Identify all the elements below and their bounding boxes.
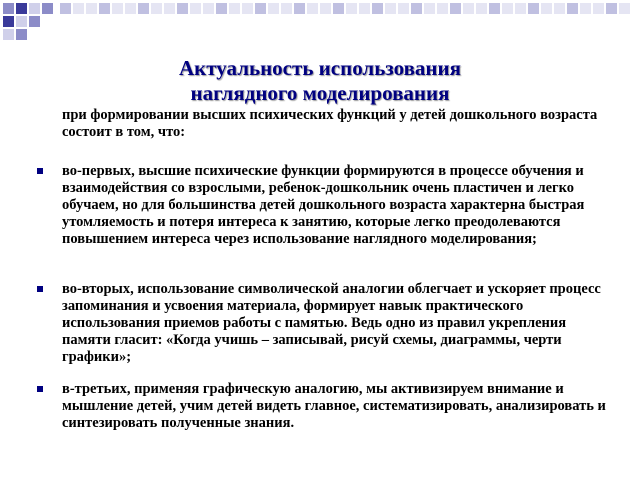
decorative-square [16, 29, 27, 40]
slide-title [0, 56, 640, 106]
square-bullet-icon [37, 168, 43, 174]
decorative-square-pattern [0, 0, 640, 40]
decorative-square [528, 3, 539, 14]
decorative-square [372, 3, 383, 14]
title-line-2: наглядного моделирования [190, 81, 450, 105]
decorative-square [164, 3, 175, 14]
decorative-square [16, 16, 27, 27]
decorative-square [3, 16, 14, 27]
decorative-square [606, 3, 617, 14]
decorative-square [86, 3, 97, 14]
decorative-square [203, 3, 214, 14]
decorative-square [385, 3, 396, 14]
decorative-square [333, 3, 344, 14]
decorative-square [502, 3, 513, 14]
decorative-square [229, 3, 240, 14]
decorative-square [281, 3, 292, 14]
decorative-square [29, 3, 40, 14]
square-bullet-icon [37, 386, 43, 392]
decorative-square [42, 3, 53, 14]
bullet-text: во-первых, высшие психические функции формируются в процессе обучения и взаимодействия со взрослыми, ребенок-дошкольник очень пластичен и легко обучаем, но для большинства детей дошкольного возраста характерна быстрая утомляемость и потеря интереса к занятию, которые легко преодолеваются повышением интереса через использование наглядного моделирования; [62, 163, 585, 247]
bullet-text: во-вторых, использование символической аналогии облегчает и ускоряет процесс запоминания и усвоения материала, формирует навык практического использования приемов работы с памятью. Ведь одно из правил укрепления памяти гласит: «Когда учишь – записывай, рисуй схемы, диаграммы, черти графики»; [62, 281, 601, 365]
title-line-1: Актуальность использования [178, 56, 461, 80]
decorative-square [320, 3, 331, 14]
decorative-square [177, 3, 188, 14]
decorative-square [151, 3, 162, 14]
decorative-square [294, 3, 305, 14]
decorative-square [593, 3, 604, 14]
decorative-square [463, 3, 474, 14]
square-bullet-icon [37, 286, 43, 292]
decorative-square [138, 3, 149, 14]
decorative-square [255, 3, 266, 14]
decorative-square [515, 3, 526, 14]
decorative-square [3, 29, 14, 40]
decorative-square [346, 3, 357, 14]
decorative-square [567, 3, 578, 14]
decorative-square [242, 3, 253, 14]
decorative-square [216, 3, 227, 14]
decorative-square [541, 3, 552, 14]
decorative-square [424, 3, 435, 14]
decorative-square [16, 3, 27, 14]
decorative-square [411, 3, 422, 14]
bullet-text: в-третьих, применяя графическую аналогию, мы активизируем внимание и мышление детей, учим детей видеть главное, систематизировать, анализировать и синтезировать полученные знания. [62, 381, 606, 431]
decorative-square [619, 3, 630, 14]
decorative-square [190, 3, 201, 14]
decorative-square [554, 3, 565, 14]
decorative-square [99, 3, 110, 14]
decorative-square [359, 3, 370, 14]
decorative-square [268, 3, 279, 14]
decorative-square [437, 3, 448, 14]
decorative-square [489, 3, 500, 14]
decorative-square [60, 3, 71, 14]
decorative-square [3, 3, 14, 14]
decorative-square [398, 3, 409, 14]
decorative-square [125, 3, 136, 14]
decorative-square [73, 3, 84, 14]
decorative-square [580, 3, 591, 14]
intro-paragraph: при формировании высших психических функций у детей дошкольного возраста состоит в том, что: [62, 107, 598, 140]
decorative-square [476, 3, 487, 14]
decorative-square [307, 3, 318, 14]
decorative-square [450, 3, 461, 14]
decorative-square [29, 16, 40, 27]
decorative-square [112, 3, 123, 14]
